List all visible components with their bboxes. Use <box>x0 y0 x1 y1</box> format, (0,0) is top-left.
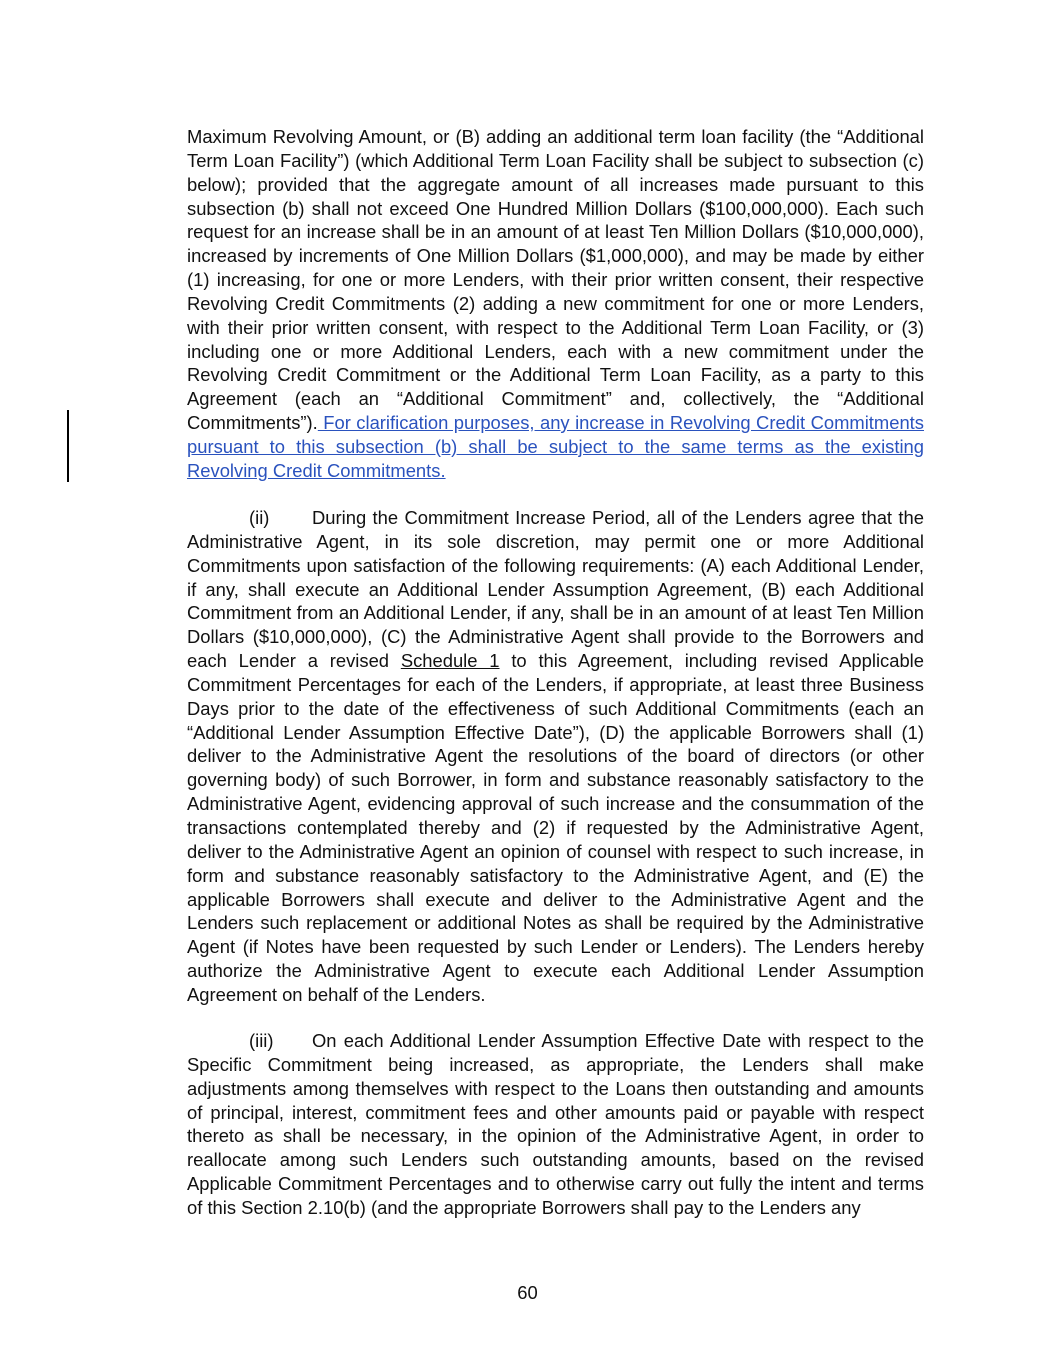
paragraph-iii-number: (iii) <box>249 1030 274 1051</box>
paragraph-ii-text-before-schedule: During the Commitment Increase Period, all of the Lenders agree that the Administrative Agent, in its sole discretion, may permit one or more Additional Commitments upon satisfaction of the following requirements: (A) each Additional Lender, if any, shall execute an Additional Lender Assumption Agreement, (B) each Additional Commitment from an Additional Lender, if any, shall be in an amount of at least Ten Million Dollars ($10,000,000), (C) the Administrative Agent shall provide to the Borrowers and each Lender a revised <box>187 507 924 672</box>
page-number: 60 <box>517 1282 538 1303</box>
paragraph-iii <box>187 1029 924 1220</box>
paragraph-1-text: Maximum Revolving Amount, or (B) adding an additional term loan facility (the “Additional Term Loan Facility”) (which Additional Term Loan Facility shall be subject to subsection (c) below); provided that the aggregate amount of all increases made pursuant to this subsection (b) shall not exceed One Hundred Million Dollars ($100,000,000). Each such request for an increase shall be in an amount of at least Ten Million Dollars ($10,000,000), increased by increments of One Million Dollars ($1,000,000), and may be made by either (1) increasing, for one or more Lenders, with their prior written consent, their respective Revolving Credit Commitments (2) adding a new commitment for one or more Lenders, with their prior written consent, with respect to the Additional Term Loan Facility, or (3) including one or more Additional Lenders, each with a new commitment under the Revolving Credit Commitment or the Additional Term Loan Facility, as a party to this Agreement (each an “Additional Commitment” and, collectively, the “Additional Commitments”). <box>187 126 924 434</box>
paragraph-iii-text: On each Additional Lender Assumption Effective Date with respect to the Specific Commitment being increased, as appropriate, the Lenders shall make adjustments among themselves with respect to the Loans then outstanding and amounts of principal, interest, commitment fees and other amounts paid or payable with respect thereto as shall be necessary, in the opinion of the Administrative Agent, in order to reallocate among such Lenders such outstanding amounts, based on the revised Applicable Commitment Percentages and to otherwise carry out fully the intent and terms of this Section 2.10(b) (and the appropriate Borrowers shall pay to the Lenders any <box>187 1030 924 1218</box>
paragraph-continuation <box>187 125 924 483</box>
inserted-revision-text: For clarification purposes, any increase in Revolving Credit Commitments pursuant to this subsection (b) shall be subject to the same terms as the existing Revolving Credit Commitments. <box>187 412 924 481</box>
paragraph-ii <box>187 506 924 1007</box>
revision-change-bar <box>67 410 69 482</box>
schedule-1-reference: Schedule 1 <box>400 650 500 672</box>
paragraph-ii-text-after-schedule: to this Agreement, including revised Applicable Commitment Percentages for each of the Lenders, if appropriate, at least three Business Days prior to the date of the effectiveness of such Additional Commitments (each an “Additional Lender Assumption Effective Date”), (D) the applicable Borrowers shall (1) deliver to the Administrative Agent the resolutions of the board of directors (or other governing body) of such Borrower, in form and substance reasonably satisfactory to the Administrative Agent, evidencing approval of such increase and the consummation of the transactions contemplated thereby and (2) if requested by the Administrative Agent, deliver to the Administrative Agent an opinion of counsel with respect to such increase, in form and substance reasonably satisfactory to the Administrative Agent, and (E) the applicable Borrowers shall execute and deliver to the Administrative Agent and the Lenders such replacement or additional Notes as shall be required by the Administrative Agent (if Notes have been requested by such Lender or Lenders). The Lenders hereby authorize the Administrative Agent to execute each Additional Lender Assumption Agreement on behalf of the Lenders. <box>187 650 924 1005</box>
paragraph-ii-number: (ii) <box>249 507 270 528</box>
